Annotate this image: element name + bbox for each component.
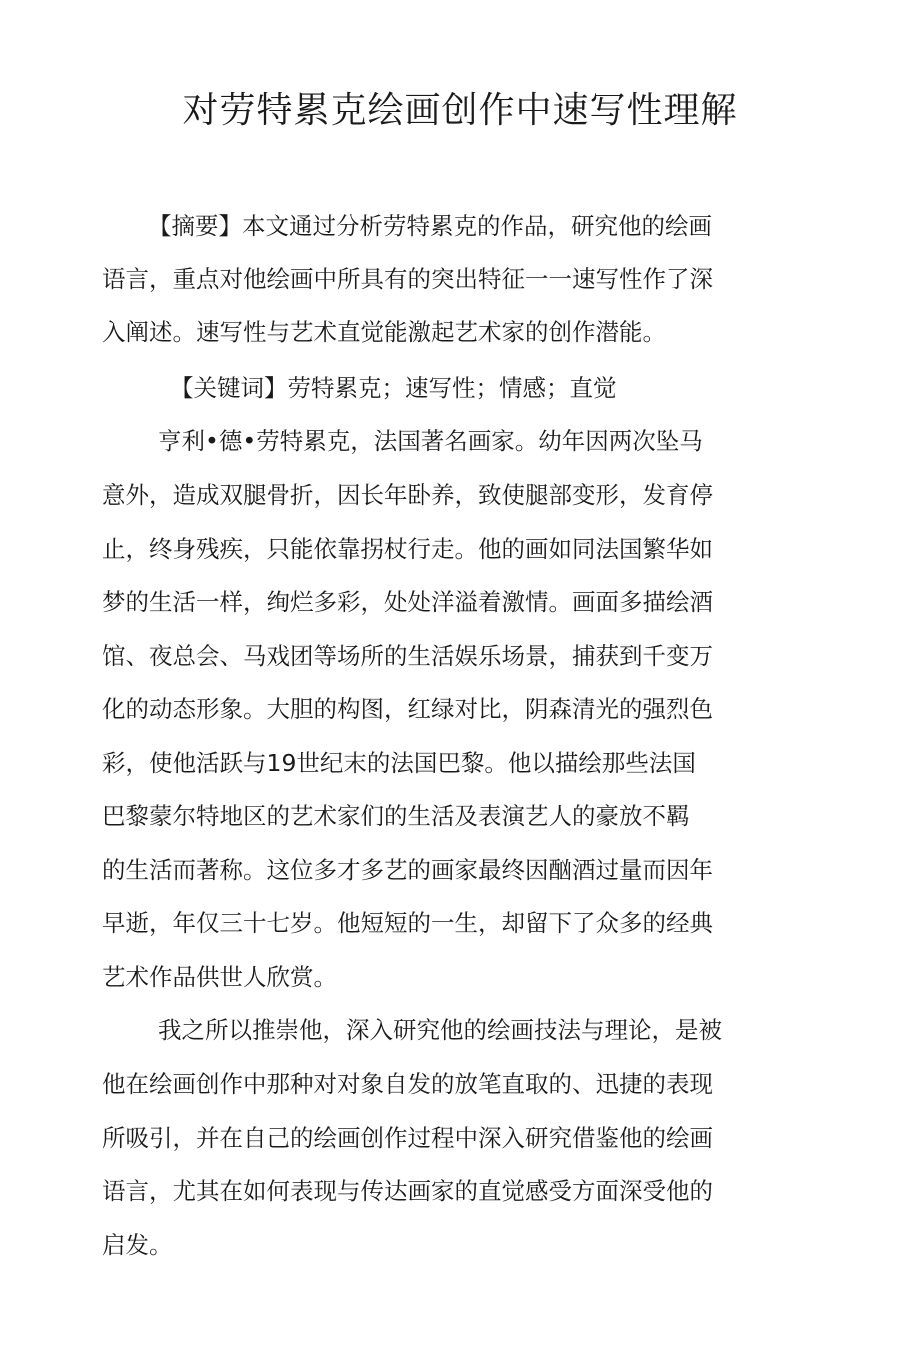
paragraph-line: 他在绘画创作中那种对对象自发的放笔直取的、迅捷的表现	[102, 1070, 713, 1098]
paragraph-line: 所吸引，并在自己的绘画创作过程中深入研究借鉴他的绘画	[102, 1124, 713, 1152]
paragraph-line: 语言，尤其在如何表现与传达画家的直觉感受方面深受他的	[102, 1177, 713, 1205]
paragraph-line: 我之所以推崇他，深入研究他的绘画技法与理论，是被	[158, 1016, 722, 1044]
paragraph-line: 早逝，年仅三十七岁。他短短的一生，却留下了众多的经典	[102, 909, 713, 937]
paragraph-line: 止，终身残疾，只能依靠拐杖行走。他的画如同法国繁华如	[102, 535, 713, 563]
abstract-line: 语言，重点对他绘画中所具有的突出特征一一速写性作了深	[102, 265, 713, 293]
paragraph-line: 意外，造成双腿骨折，因长年卧养，致使腿部变形，发育停	[102, 481, 713, 509]
paragraph-line: 启发。	[102, 1231, 173, 1259]
paragraph-line: 巴黎蒙尔特地区的艺术家们的生活及表演艺人的豪放不羁	[102, 802, 690, 830]
paragraph-line: 彩，使他活跃与19世纪末的法国巴黎。他以描绘那些法国	[102, 749, 696, 777]
paragraph-line: 梦的生活一样，绚烂多彩，处处洋溢着激情。画面多描绘酒	[102, 588, 713, 616]
paragraph-line: 化的动态形象。大胆的构图，红绿对比，阴森清光的强烈色	[102, 695, 713, 723]
paragraph-line: 艺术作品供世人欣赏。	[102, 963, 337, 991]
abstract-line: 【摘要】本文通过分析劳特累克的作品，研究他的绘画	[148, 212, 712, 240]
paragraph-line: 亨利•德•劳特累克，法国著名画家。幼年因两次坠马	[158, 427, 703, 455]
paragraph-line: 的生活而著称。这位多才多艺的画家最终因酗酒过量而因年	[102, 856, 713, 884]
document-title: 对劳特累克绘画创作中速写性理解	[182, 90, 738, 131]
paragraph-line: 馆、夜总会、马戏团等场所的生活娱乐场景，捕获到千变万	[102, 642, 713, 670]
abstract-line: 入阐述。速写性与艺术直觉能激起艺术家的创作潜能。	[102, 318, 666, 346]
keywords-line: 【关键词】劳特累克；速写性；情感；直觉	[170, 374, 617, 402]
